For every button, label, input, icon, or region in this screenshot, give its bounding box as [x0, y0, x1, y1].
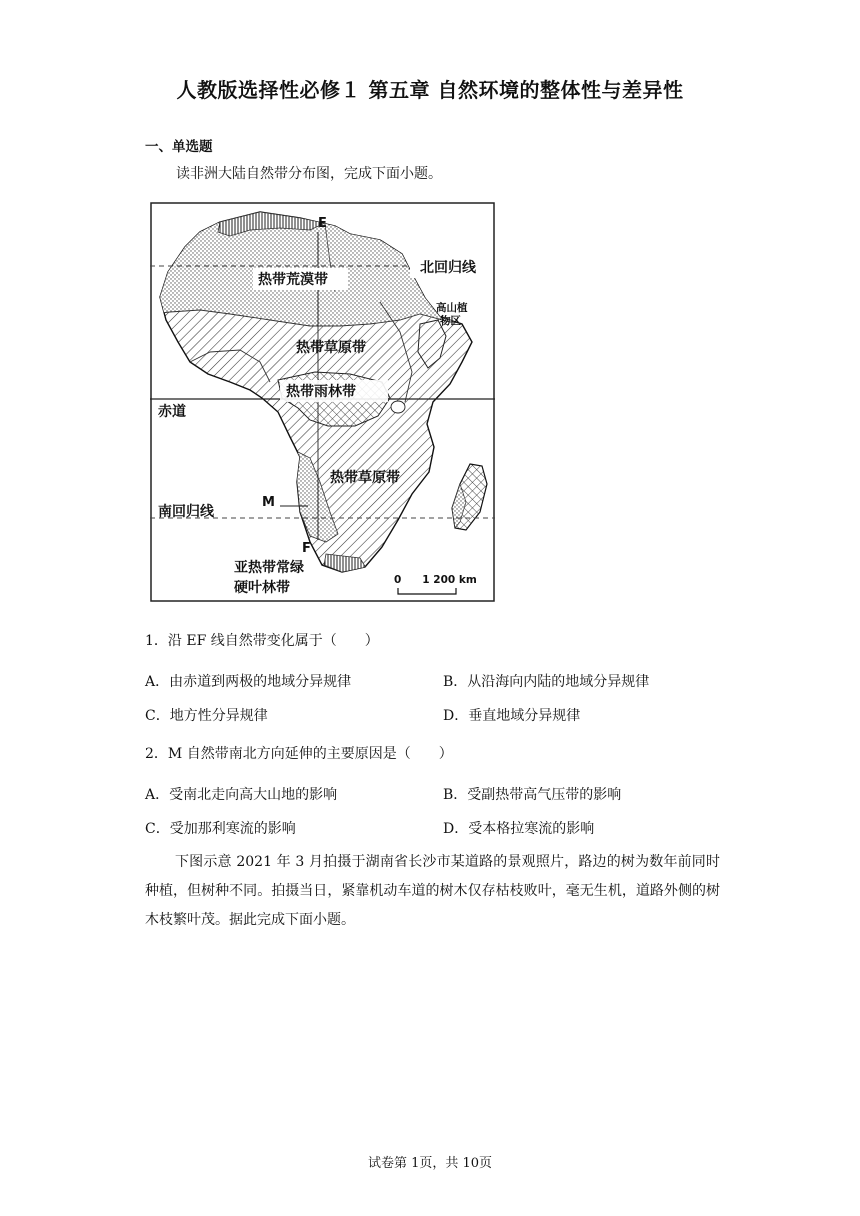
map-label-desert: 热带荒漠带: [258, 272, 328, 288]
africa-natural-zone-map: [150, 202, 495, 602]
question-2-stem: 2．M 自然带南北方向延伸的主要原因是（ ）: [145, 746, 453, 762]
passage-text: 下图示意 2021 年 3 月拍摄于湖南省长沙市某道路的景观照片，路边的树为数年前同时种植，但树种不同。拍摄当日，紧靠机动车道的树木仅存枯枝败叶，毫无生机，道路外侧的树木枝繁叶茂。据此完成下面小题。: [145, 854, 720, 928]
map-label-m: M: [262, 495, 275, 510]
question-1-option-c: C．地方性分异规律: [145, 708, 268, 724]
map-label-f: F: [302, 541, 311, 556]
question-1-option-a: A．由赤道到两极的地域分异规律: [145, 674, 352, 690]
map-label-savanna-north: 热带草原带: [296, 340, 366, 356]
page-title: 人教版选择性必修１ 第五章 自然环境的整体性与差异性: [176, 78, 684, 102]
section-heading: 一、单选题: [145, 139, 213, 155]
question-2-option-d: D．受本格拉寒流的影响: [443, 821, 595, 837]
page-footer: 试卷第 1页，共 10页: [367, 1156, 493, 1171]
question-2-option-a: A．受南北走向高大山地的影响: [145, 787, 338, 803]
map-label-tropic-south: 南回归线: [158, 504, 214, 520]
question-1-option-d: D．垂直地域分异规律: [443, 708, 581, 724]
map-label-highland-2: 物区: [440, 315, 461, 327]
question-1-stem: 1．沿 EF 线自然带变化属于（ ）: [145, 633, 379, 649]
map-label-rainforest: 热带雨林带: [286, 384, 356, 400]
map-label-tropic-north: 北回归线: [420, 260, 476, 276]
intro-text: 读非洲大陆自然带分布图，完成下面小题。: [176, 166, 442, 182]
question-2-option-c: C．受加那利寒流的影响: [145, 821, 296, 837]
map-label-savanna-south: 热带草原带: [330, 470, 400, 486]
map-scale-label: 0 1 200 km: [394, 574, 477, 586]
map-label-e: E: [318, 216, 327, 231]
map-label-mediterranean-2: 硬叶林带: [234, 580, 290, 596]
question-2-option-b: B．受副热带高气压带的影响: [443, 787, 622, 803]
map-label-highland-1: 高山植: [436, 302, 468, 314]
map-label-equator: 赤道: [158, 404, 186, 420]
question-1-option-b: B．从沿海向内陆的地域分异规律: [443, 674, 650, 690]
map-label-mediterranean-1: 亚热带常绿: [234, 560, 304, 576]
